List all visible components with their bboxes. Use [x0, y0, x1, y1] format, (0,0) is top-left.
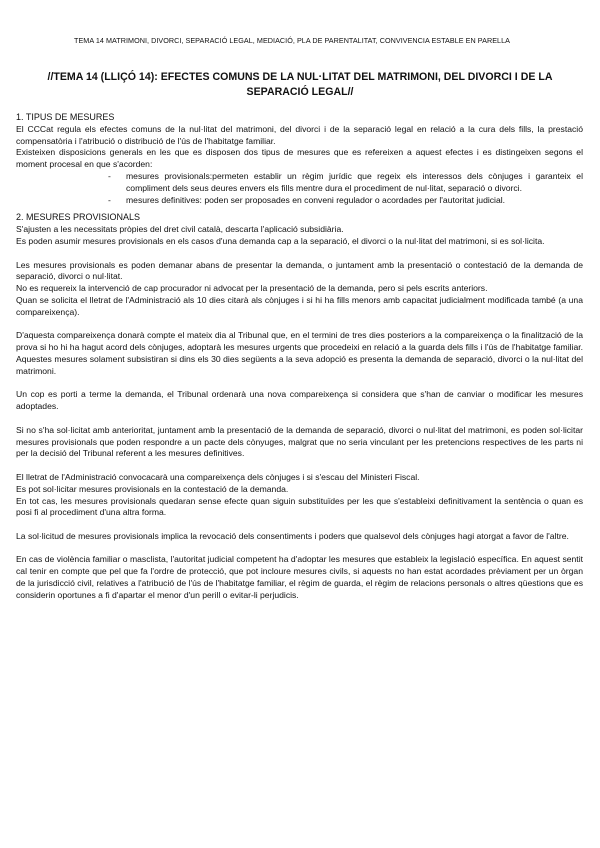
paragraph: Les mesures provisionals es poden demanar abans de presentar la demanda, o juntament amb la presentació o contestació de la demanda de separació, divorci o nul·litat. [16, 259, 583, 282]
list-item: - mesures definitives: poden ser proposades en conveni regulador o acordades per l'autoritat judicial. [108, 195, 583, 207]
paragraph: Existeixen disposicions generals en les que es disposen dos tipus de mesures que es refereixen a aquest efectes i es distingeixen segons el moment procesal en que s'acorden: [16, 147, 583, 170]
running-header: TEMA 14 MATRIMONI, DIVORCI, SEPARACIÓ LEGAL, MEDIACIÓ, PLA DE PARENTALITAT, CONVIVENCIA ESTABLE EN PARELLA [74, 36, 510, 45]
paragraph: En tot cas, les mesures provisionals quedaran sense efecte quan siguin substituïdes per les que s'estableixi definitivament la sentència o quan es posi fi al procediment d'una altra forma. [16, 495, 583, 518]
paragraph: Quan se solicita el lletrat de l'Administració als 10 dies citarà als cònjuges i si hi ha fills menors amb capacitat judicialment modificada també (a una compareixença). [16, 294, 583, 317]
paragraph: No es requereix la intervenció de cap procurador ni advocat per la presentació de la demanda, pero si pels escrits anteriors. [16, 283, 488, 294]
paragraph: En cas de violència familiar o masclista, l'autoritat judicial competent ha d'adoptar les mesures que estableix la legislació específica. En aquest sentit cal tenir en compte que pel que fa l'ordre de protecció, que pot incloure mesures civils, si aquests no han estat acordades prèviament per un òrgan de la jurisdicció civil, relatives a l'atribució de l'ús de l'habitatge familiar, el règim de guarda, el règim de relacions personals o altres qüestions que es considerin oportunes a fi d'apartar el menor d'un perill o evitar-li perjudicis. [16, 554, 583, 600]
paragraph: La sol·licitud de mesures provisionals implica la revocació dels consentiments i poders que qualsevol dels cònjuges hagi atorgat a favor de l'altre. [16, 530, 569, 541]
paragraph: El lletrat de l'Administració convocacarà una compareixença dels cònjuges i si s'escau del Ministeri Fiscal. [16, 471, 420, 482]
paragraph: D'aquesta compareixença donarà compte el mateix dia al Tribunal que, en el termini de tres dies posteriors a la compareixença o la finalització de la prova si ho hi ha hagut acord dels cònjuges, adoptarà les mesures urgents que procedeixi en relació a la guarda dels fills i l'ús de l'habitatge familiar. Aquestes mesures solament subsistiran si dins els 30 dies següents a la seva adopció es presenta la demanda de separació, divorci o la nul·litat del matrimoni. [16, 330, 583, 376]
list-item: - mesures provisionals:permeten establir un règim jurídic que regeix els interessos dels cònjuges i garanteix el compliment dels seus deures envers els fills mentre dura el procediment de nul·litat, separació o divorci. [108, 171, 583, 195]
paragraph: Un cop es porti a terme la demanda, el Tribunal ordenarà una nova compareixença si considera que s'han de canviar o modificar les mesures adoptades. [16, 389, 583, 412]
paragraph: Es poden asumir mesures provisionals en els casos d'una demanda cap a la separació, el divorci o la nul·litat del matrimoni, si es sol·licita. [16, 235, 545, 246]
document-title: //TEMA 14 (LLIÇÓ 14): EFECTES COMUNS DE LA NUL·LITAT DEL MATRIMONI, DEL DIVORCI I DE LA SEPARACIÓ LEGAL// [47, 71, 553, 98]
paragraph: Si no s'ha sol·licitat amb anterioritat, juntament amb la presentació de la demanda de separació, divorci o nul·litat del matrimoni, es poden sol·licitar mesures provisionals que poden respondre a un pacte dels cònyuges, malgrat que no seria vinculant per les pretencions respectives de les parts ni per la decisió del Tribunal referent a les mesures definitives. [16, 424, 583, 459]
paragraph: Es pot sol·licitar mesures provisionals en la contestació de la demanda. [16, 483, 289, 494]
document-body [16, 112, 583, 602]
paragraph: El CCCat regula els efectes comuns de la nul·litat del matrimoni, del divorci i de la separació legal en relació a la cura dels fills, la prestació compensatòria i l'atribució o distribució de l'ús de l'habitatge familiar. [16, 123, 583, 146]
section-heading-provisionals: 2. MESURES PROVISIONALS [16, 212, 141, 223]
paragraph: S'ajusten a les necessitats pròpies del dret civil català, descarta l'aplicació subsidiària. [16, 224, 344, 235]
section-heading-tipus: 1. TIPUS DE MESURES [16, 112, 115, 122]
measures-list [16, 171, 583, 206]
